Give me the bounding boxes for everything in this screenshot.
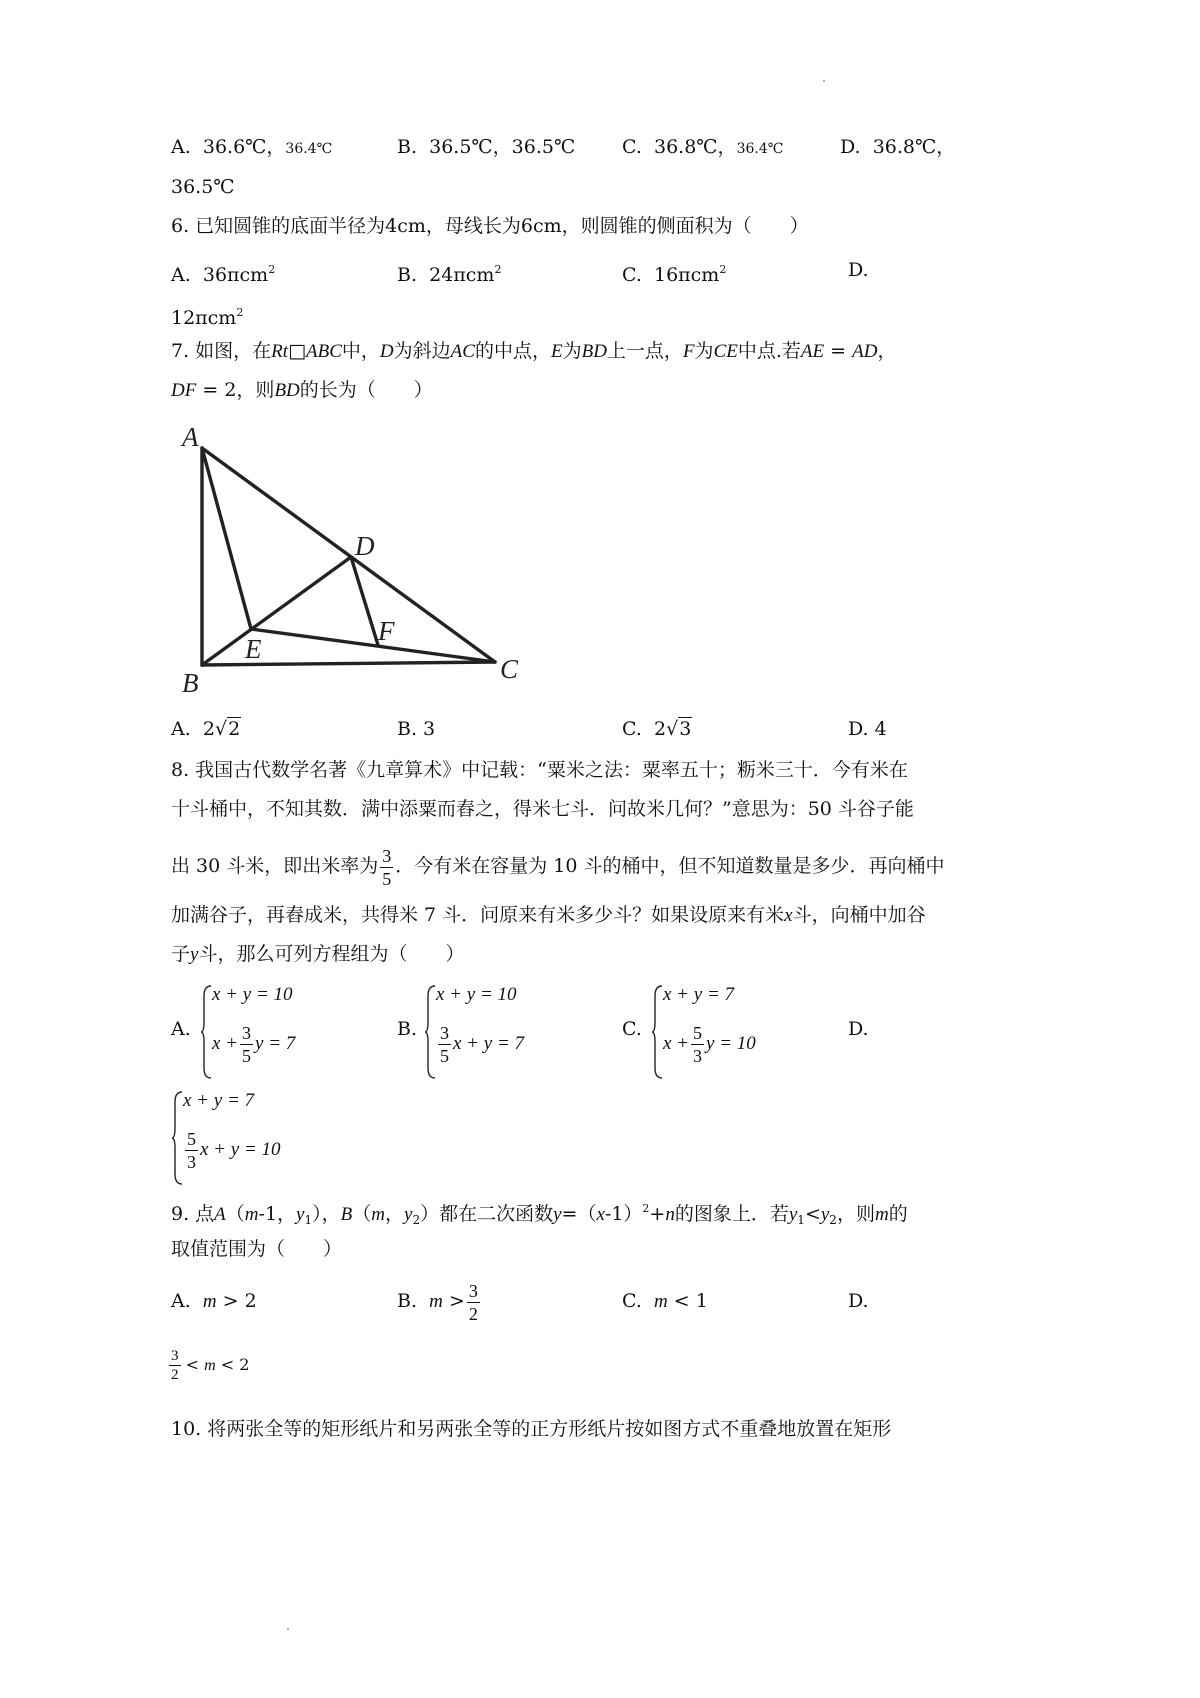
q8-rate-fraction: $\frac{3}{5}$ [382, 845, 392, 889]
scan-speck [287, 1628, 289, 1630]
q8-stem-line2: 十斗桶中，不知其数．满中添粟而舂之，得米七斗．问故米几何？”意思为：50 斗谷子能 [171, 798, 914, 820]
figure-label-f: F [378, 616, 395, 646]
figure-label-d: D [355, 531, 375, 561]
q8-stem-line1: 8. 我国古代数学名著《九章算术》中记载：“粟米之法：粟率五十；粝米三十．今有米在 [171, 759, 908, 781]
q5-option-c: C. 36.8℃，36.4℃ [622, 136, 784, 158]
q8-option-a-label: A. [171, 1018, 191, 1040]
q9-option-b: B. m > $\frac{3}{2}$ [397, 1280, 478, 1324]
q8-system-b: x + y = 10 $\frac{3}{5}$ x + y = 7 [424, 984, 564, 1080]
q8-stem-line3: 出 30 斗米，即出米率为 $\frac{3}{5}$ ．今有米在容量为 10 斗的桶中，但不知道数量是多少．再向桶中 [171, 845, 945, 889]
q9-option-d-continued: $\frac{3}{2}$ < m < 2 [171, 1348, 250, 1383]
q7-triangle-figure [182, 422, 545, 710]
scan-speck [823, 80, 825, 82]
q7-stem-line2: DF = 2，则BD的长为（ ） [171, 379, 433, 401]
q6-option-b: B. 24πcm$^2$ [397, 263, 502, 286]
q8-system-d: x + y = 7 $\frac{5}{3}$ x + y = 10 [171, 1090, 321, 1186]
q6-option-d-continued: 12πcm$^2$ [171, 306, 244, 329]
q9-option-d: D. [848, 1290, 869, 1312]
q6-option-d: D. [848, 259, 869, 281]
q8-stem-line5: 子y斗，那么可列方程组为（ ） [171, 943, 465, 965]
q6-stem: 6. 已知圆锥的底面半径为4cm，母线长为6cm，则圆锥的侧面积为（ ） [171, 215, 809, 237]
q6-option-a: A. 36πcm$^2$ [171, 263, 276, 286]
q9-stem-line2: 取值范围为（ ） [171, 1238, 343, 1260]
q8-option-c-label: C. [622, 1018, 642, 1040]
q8-option-d-label: D. [848, 1018, 869, 1040]
q5-option-d-continued: 36.5℃ [171, 176, 235, 198]
q10-stem-line1: 10. 将两张全等的矩形纸片和另两张全等的正方形纸片按如图方式不重叠地放置在矩形 [171, 1418, 892, 1440]
q5-option-a: A. 36.6℃，36.4℃ [171, 136, 333, 158]
figure-label-e: E [245, 634, 262, 664]
q9-option-c: C. m < 1 [622, 1290, 708, 1312]
q8-system-c: x + y = 7 x + $\frac{5}{3}$ y = 10 [651, 984, 791, 1080]
q7-option-a: A. 2√2 [171, 718, 241, 740]
q8-system-a: x + y = 10 x + $\frac{3}{5}$ y = 7 [200, 984, 340, 1080]
figure-label-c: C [500, 654, 519, 684]
q5-option-d: D. 36.8℃， [840, 136, 956, 158]
q9-option-a: A. m > 2 [171, 1290, 257, 1312]
q7-option-d: D. 4 [848, 718, 887, 740]
q8-stem-line4: 加满谷子，再舂成米，共得米 7 斗．问原来有米多少斗？如果设原来有米x斗，向桶中加谷 [171, 904, 926, 926]
figure-label-a: A [182, 422, 199, 452]
q6-option-c: C. 16πcm$^2$ [622, 263, 727, 286]
q7-option-b: B. 3 [397, 718, 436, 740]
q5-option-b: B. 36.5℃，36.5℃ [397, 136, 576, 158]
q7-stem-line1: 7. 如图，在Rt□ABC中，D为斜边AC的中点，E为BD上一点，F为CE中点.若AE = AD， [171, 340, 897, 362]
q9-stem-line1: 9. 点A（m-1，$y_1$），B（m，$y_2$）都在二次函数$y=(x-1)^2+n$的图象上．若$y_1<y_2$，则m的 [171, 1202, 908, 1227]
q8-option-b-label: B. [397, 1018, 418, 1040]
figure-label-b: B [182, 668, 199, 698]
q7-option-c: C. 2√3 [622, 718, 692, 740]
